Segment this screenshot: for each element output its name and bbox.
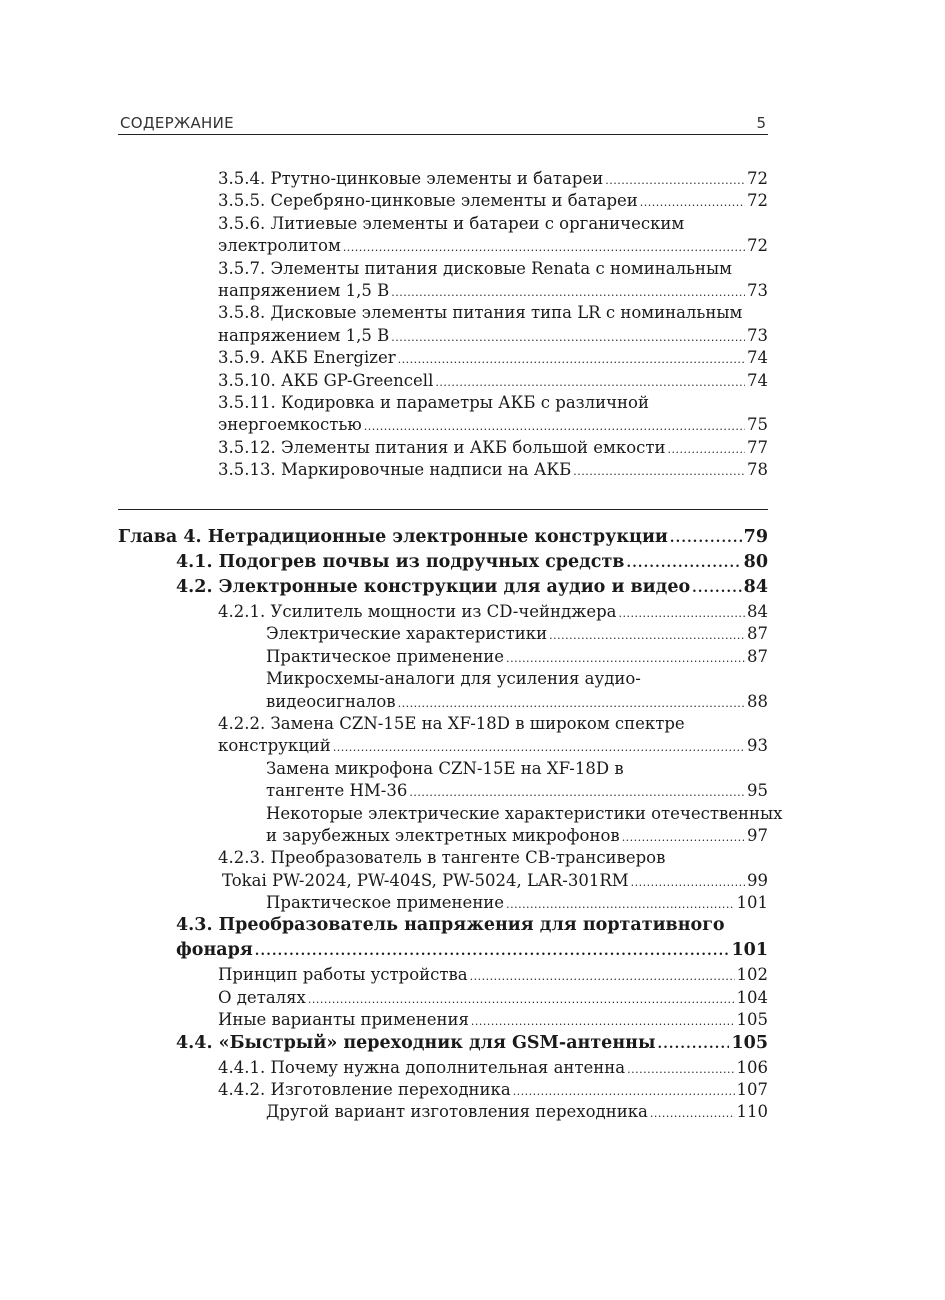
toc-entry[interactable]: Иные варианты применения ..... 105 bbox=[118, 1009, 768, 1031]
toc-entry[interactable]: Другой вариант изготовления переходника ..... 110 bbox=[118, 1101, 768, 1123]
toc-entry[interactable]: 4.4.2. Изготовление переходника ..... 107 bbox=[118, 1079, 768, 1101]
toc-entry[interactable]: Практическое применение ..... 101 bbox=[118, 892, 768, 914]
toc-entry[interactable]: 3.5.13. Маркировочные надписи на АКБ ..... 78 bbox=[118, 459, 768, 481]
toc-entry[interactable]: 3.5.9. АКБ Energizer ..... 74 bbox=[118, 347, 768, 369]
toc-entry[interactable]: электролитом ..... 72 bbox=[118, 235, 768, 257]
toc-entry[interactable]: 3.5.10. АКБ GP-Greencell ..... 74 bbox=[118, 370, 768, 392]
toc-entry[interactable]: 3.5.4. Ртутно-цинковые элементы и батареи ..... 72 bbox=[118, 168, 768, 190]
toc-entry-line1: 4.2.2. Замена CZN-15E на XF-18D в широком спектре bbox=[218, 713, 685, 733]
toc-entry[interactable]: Практическое применение ..... 87 bbox=[118, 646, 768, 668]
toc-entry[interactable]: Tokai PW-2024, PW-404S, PW-5024, LAR-301RM ..... 99 bbox=[118, 870, 768, 892]
toc-entry-line1: Некоторые электрические характеристики отечественных bbox=[266, 803, 783, 823]
toc-entry-line1: 3.5.7. Элементы питания дисковые Renata с номинальным bbox=[218, 258, 733, 278]
toc-entry[interactable]: 3.5.5. Серебряно-цинковые элементы и батареи ..... 72 bbox=[118, 190, 768, 212]
toc-entry[interactable]: Электрические характеристики ..... 87 bbox=[118, 623, 768, 645]
toc-entry-line1: Замена микрофона CZN-15E на XF-18D в bbox=[266, 758, 624, 778]
toc-entry[interactable]: и зарубежных электретных микрофонов ..... 97 bbox=[118, 825, 768, 847]
running-header-title: СОДЕРЖАНИЕ bbox=[120, 114, 234, 132]
toc-section-entry[interactable]: 4.4. «Быстрый» переходник для GSM-антенны ..... 105 bbox=[118, 1032, 768, 1057]
toc-entry-line1: 4.2.3. Преобразователь в тангенте CB-трансиверов bbox=[218, 848, 666, 868]
toc-entry[interactable]: 3.5.12. Элементы питания и АКБ большой емкости ..... 77 bbox=[118, 437, 768, 459]
section-divider bbox=[118, 509, 768, 510]
toc-chapter-4 bbox=[118, 526, 783, 1124]
page-number: 5 bbox=[756, 114, 766, 132]
toc-entry[interactable]: энергоемкостью ..... 75 bbox=[118, 414, 768, 436]
toc-entry-line1: Микросхемы-аналоги для усиления аудио- bbox=[266, 669, 641, 689]
running-header bbox=[118, 112, 768, 135]
toc-section-3-5 bbox=[118, 168, 768, 481]
toc-entry[interactable]: 4.4.1. Почему нужна дополнительная антенна ..... 106 bbox=[118, 1057, 768, 1079]
toc-entry[interactable]: тангенте HM-36 ..... 95 bbox=[118, 780, 768, 802]
toc-entry-line1: 3.5.6. Литиевые элементы и батареи с органическим bbox=[218, 213, 685, 233]
toc-section-entry[interactable]: 4.1. Подогрев почвы из подручных средств ..... 80 bbox=[118, 551, 768, 576]
toc-entry[interactable]: видеосигналов ..... 88 bbox=[118, 691, 768, 713]
toc-entry[interactable]: напряжением 1,5 В ..... 73 bbox=[118, 325, 768, 347]
toc-entry[interactable]: О деталях ..... 104 bbox=[118, 987, 768, 1009]
toc-section-entry[interactable]: фонаря ..... 101 bbox=[118, 939, 768, 964]
toc-section-entry[interactable]: 4.2. Электронные конструкции для аудио и видео ..... 84 bbox=[118, 576, 768, 601]
toc-entry[interactable]: напряжением 1,5 В ..... 73 bbox=[118, 280, 768, 302]
toc-chapter-entry[interactable]: Глава 4. Нетрадиционные электронные конструкции ..... 79 bbox=[118, 526, 768, 551]
toc-section-line1: 4.3. Преобразователь напряжения для портативного bbox=[176, 915, 725, 936]
toc-entry-line1: 3.5.11. Кодировка и параметры АКБ с различной bbox=[218, 392, 649, 412]
toc-entry[interactable]: конструкций ..... 93 bbox=[118, 735, 768, 757]
toc-entry[interactable]: 4.2.1. Усилитель мощности из CD-чейнджера ..... 84 bbox=[118, 601, 768, 623]
toc-entry-line1: 3.5.8. Дисковые элементы питания типа LR с номинальным bbox=[218, 303, 743, 323]
toc-entry[interactable]: Принцип работы устройства ..... 102 bbox=[118, 964, 768, 986]
